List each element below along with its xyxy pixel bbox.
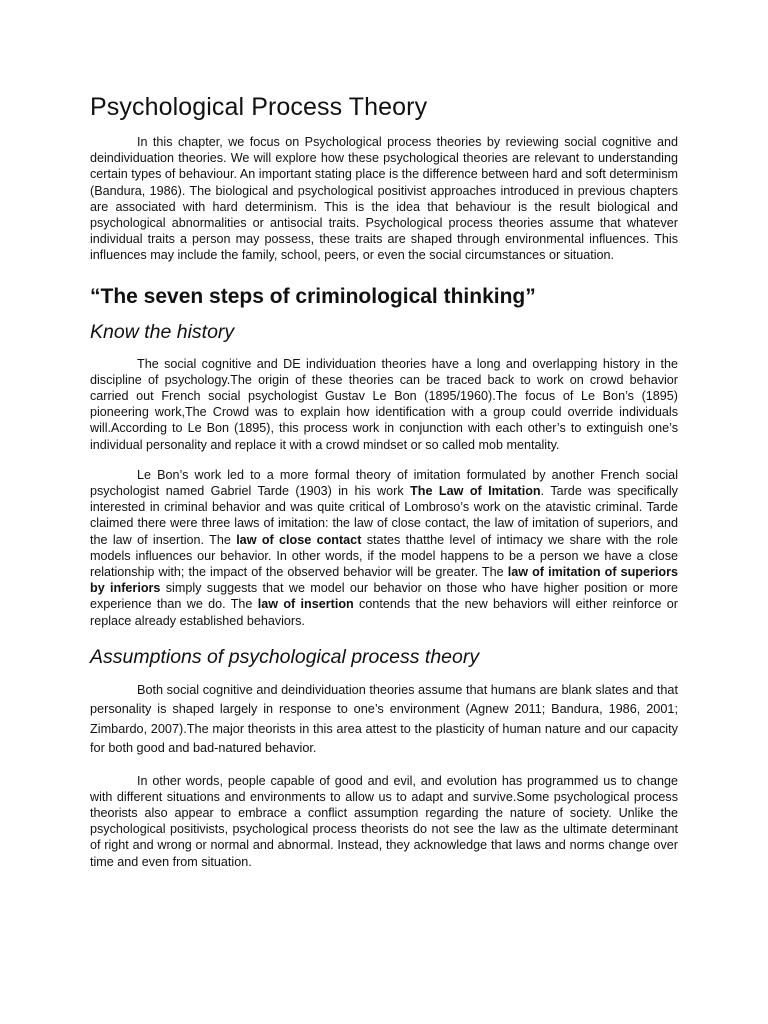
seven-steps-heading: “The seven steps of criminological thinking” <box>90 284 536 308</box>
assumptions-heading: Assumptions of psychological process theory <box>90 645 480 668</box>
law-of-close-contact-term: law of close contact <box>236 532 362 547</box>
text-run: states thatthe level of intimacy we share with the role models influences our behavior. In other words, if the model happens to be a person we have a close relationship with; the impact of the observed behavior will be greater. The <box>90 532 678 580</box>
intro-paragraph: In this chapter, we focus on Psychological process theories by reviewing social cognitive and deindividuation theories. We will explore how these psychological theories are relevant to understanding certain types of behaviour. An important stating place is the difference between hard and soft determinism (Bandura, 1986). The biological and psychological positivist approaches introduced in previous chapters are associated with hard determinism. This is the idea that behaviour is the result biological and psychological abnormalities or antisocial traits. Psychological process theories assume that whatever individual traits a person may possess, these traits are shaped through environmental influences. This influences may include the family, school, peers, or even the social circumstances or situation. <box>90 135 678 263</box>
spacer <box>90 264 678 274</box>
history-paragraph-2 <box>90 467 678 629</box>
spacer <box>90 629 678 639</box>
document-title: Psychological Process Theory <box>90 93 428 121</box>
law-of-insertion-term: law of insertion <box>257 597 354 612</box>
text-run: . Tarde was specifically interested in criminal behavior and was quite critical of Lombroso’s work on the atavistic criminal. Tarde claimed there were three laws of imitation: the law of close contact, the law of imitation of superiors, and the law of insertion. The <box>90 484 678 547</box>
text-run: simply suggests that we model our behavior on those who have higher position or more experience than we do. The <box>90 581 678 612</box>
document-page <box>90 92 678 870</box>
assumptions-paragraph-2: In other words, people capable of good and evil, and evolution has programmed us to change with different situations and environments to allow us to adapt and survive.Some psychological process theorists also appear to embrace a conflict assumption regarding the nature of society. Unlike the psychological positivists, psychological process theorists do not see the law as the ultimate determinant of right and wrong or normal and abnormal. Instead, they acknowledge that laws and norms change over time and even from situation. <box>90 773 678 869</box>
know-history-heading: Know the history <box>90 320 235 343</box>
text-run: contends that the new behaviors will either reinforce or replace already established behaviors. <box>90 597 678 628</box>
law-of-superiors-term: law of imitation of superiors by inferiors <box>90 565 678 596</box>
law-of-imitation-term: The Law of Imitation <box>410 484 541 499</box>
text-run: Le Bon’s work led to a more formal theory of imitation formulated by another French social psychologist named Gabriel Tarde (1903) in his work <box>90 467 678 499</box>
history-paragraph-1: The social cognitive and DE individuation theories have a long and overlapping history in the discipline of psychology.The origin of these theories can be traced back to work on crowd behavior carried out French social psychologist Gustav Le Bon (1895/1960).The focus of Le Bon’s (1895) pioneering work,The Crowd was to explain how identification with a group could override individuals will.According to Le Bon (1895), this process work in conjunction with each other’s to extinguish one’s individual personality and replace it with a crowd mindset or so called mob mentality. <box>90 356 678 452</box>
assumptions-paragraph-1: Both social cognitive and deindividuation theories assume that humans are blank slates and that personality is shaped largely in response to one’s environment (Agnew 2011; Bandura, 1986, 2001; Zimbardo, 2007).The major theorists in this area attest to the plasticity of human nature and our capacity for both good and bad-natured behavior. <box>90 682 678 756</box>
